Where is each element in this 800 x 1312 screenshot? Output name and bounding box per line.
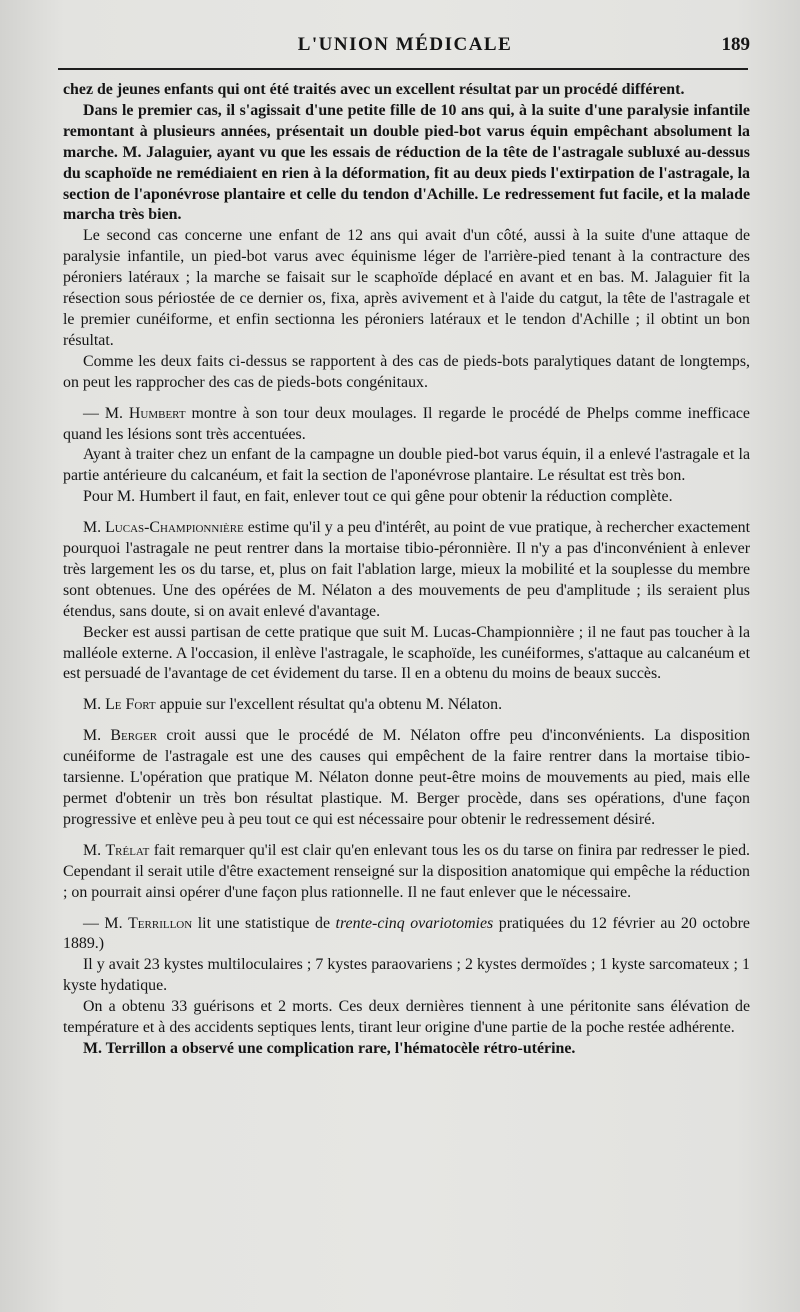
italic-term: trente-cinq ovariotomies [335,914,494,932]
paragraph-text: appuie sur l'excellent résultat qu'a obtenu M. Nélaton. [155,696,503,714]
speaker-lead: M. [83,727,111,745]
paragraph: Comme les deux faits ci-dessus se rapportent à des cas de pieds-bots paralytiques datant de longtemps, on peut les rapprocher des cas de pieds-bots congénitaux. [63,352,750,391]
page-number: 189 [721,34,750,55]
paragraph-text: lit une statistique de [192,914,336,932]
paragraph [63,695,750,716]
paragraph [63,518,750,623]
paragraph [63,726,750,831]
speaker-name: Lucas-Championnière [105,519,244,537]
speaker-name: Trélat [105,841,150,859]
paragraph: M. Terrillon a observé une complication rare, l'hématocèle rétro-utérine. [83,1039,576,1057]
paragraph [63,841,750,904]
paragraph-text: montre à son tour deux moulages. Il regarde le procédé de Phelps comme inefficace quand les lésions sont très accentuées. [63,404,750,443]
running-title: L'UNION MÉDICALE [297,34,513,55]
paragraph: Becker est aussi partisan de cette pratique que suit M. Lucas-Championnière ; il ne faut pas toucher à la malléole externe. A l'occasion, il enlève l'astragale, le scaphoïde, les cunéiformes, s'attaque au calcanéum et est persuadé de l'avantage de cet évidement du tarse. Il en a obtenu du moins de beaux succès. [63,623,750,683]
speaker-name: Humbert [128,404,186,422]
paragraph: Dans le premier cas, il s'agissait d'une petite fille de 10 ans qui, à la suite d'une paralysie infantile remontant à plusieurs années, présentait un double pied-bot varus équin empêchant absolument la marche. M. Jalaguier, ayant vu que les essais de réduction de la tête de l'astragale subluxé au-dessus du scaphoïde ne remédiaient en rien à la déformation, fit au deux pieds l'extirpation de l'astragale, la section de l'aponévrose plantaire et celle du tendon d'Achille. Le redressement fut facile, et la malade marcha très bien. [63,101,750,224]
speaker-lead: M. [83,519,106,537]
speaker-lead: — M. [83,404,129,422]
paragraph: On a obtenu 33 guérisons et 2 morts. Ces deux dernières tiennent à une péritonite sans élévation de température et à des accidents septiques lents, tirant leur origine d'une partie de la poche restée adhérente. [63,998,750,1037]
paragraph: Le second cas concerne une enfant de 12 ans qui avait d'un côté, aussi à la suite d'une attaque de paralysie infantile, un pied-bot varus avec équinisme léger de l'arrière-pied tenant à la contracture des péroniers latéraux ; la marche se faisait sur le scaphoïde déplacé en avant et en bas. M. Jalaguier fit la résection sous périostée de ce dernier os, fixa, après avivement et à l'aide du catgut, la tête de l'astragale et le premier cunéiforme, et enfin sectionna les péroniers latéraux et le tendon d'Achille ; il obtint un bon résultat. [63,227,750,349]
paragraph: Il y avait 23 kystes multiloculaires ; 7 kystes paraovariens ; 2 kystes dermoïdes ; 1 kyste sarcomateux ; 1 kyste hydatique. [63,956,750,995]
speaker-name: Terrillon [128,914,193,932]
paragraph-text: croit aussi que le procédé de M. Nélaton offre peu d'inconvénients. La disposition cunéiforme de l'astragale est une des causes qui empêchent de la faire rentrer dans la mortaise tibio-tarsienne. L'opération que pratique M. Nélaton donne peut-être moins de mouvements au pied, mais elle permet d'obtenir un très bon résultat plastique. M. Berger procède, dans ses opérations, d'une façon progressive et enlève peu à peu tout ce qui est nécessaire pour obtenir le redressement désiré. [63,727,751,828]
paragraph: Ayant à traiter chez un enfant de la campagne un double pied-bot varus équin, il a enlevé l'astragale et la partie antérieure du calcanéum, et fait la section de l'aponévrose plantaire. Le résultat est très bon. [63,446,750,485]
paragraph-text: estime qu'il y a peu d'intérêt, au point de vue pratique, à rechercher exactement pourquoi l'astragale ne peut rentrer dans la mortaise tibio-péronnière. Il n'y a pas d'inconvénient à enlever très largement les os du tarse, et, plus on fait l'ablation large, mieux la mobilité et la souplesse du membre sont obtenues. Une des opérées de M. Nélaton a des mouvements de peu d'amplitude ; ils seraient plus étendus, sans doute, si on avait enlevé d'avantage. [63,519,750,620]
paragraph: chez de jeunes enfants qui ont été traités avec un excellent résultat par un procédé différent. [63,81,685,98]
speaker-name: Le Fort [105,696,156,714]
paragraph [63,914,750,956]
speaker-lead: M. [83,841,106,859]
header-rule [58,68,748,70]
page-header [60,30,750,66]
article-body [63,80,750,1060]
paragraph-text: pratiquées du 12 février au 20 octobre 1889.) [63,914,750,953]
speaker-lead: M. [83,696,106,714]
speaker-lead: — M. [83,914,129,932]
paragraph: Pour M. Humbert il faut, en fait, enlever tout ce qui gêne pour obtenir la réduction complète. [83,488,673,506]
paragraph-text: fait remarquer qu'il est clair qu'en enlevant tous les os du tarse on finira par redresser le pied. Cependant il serait utile d'être exactement renseigné sur la disposition anatomique qui empêche la réduction ; on pourrait ainsi opérer d'une façon plus rationnelle. Il ne faut enlever que le nécessaire. [63,841,751,901]
speaker-name: Berger [110,727,158,745]
paragraph [63,404,750,446]
